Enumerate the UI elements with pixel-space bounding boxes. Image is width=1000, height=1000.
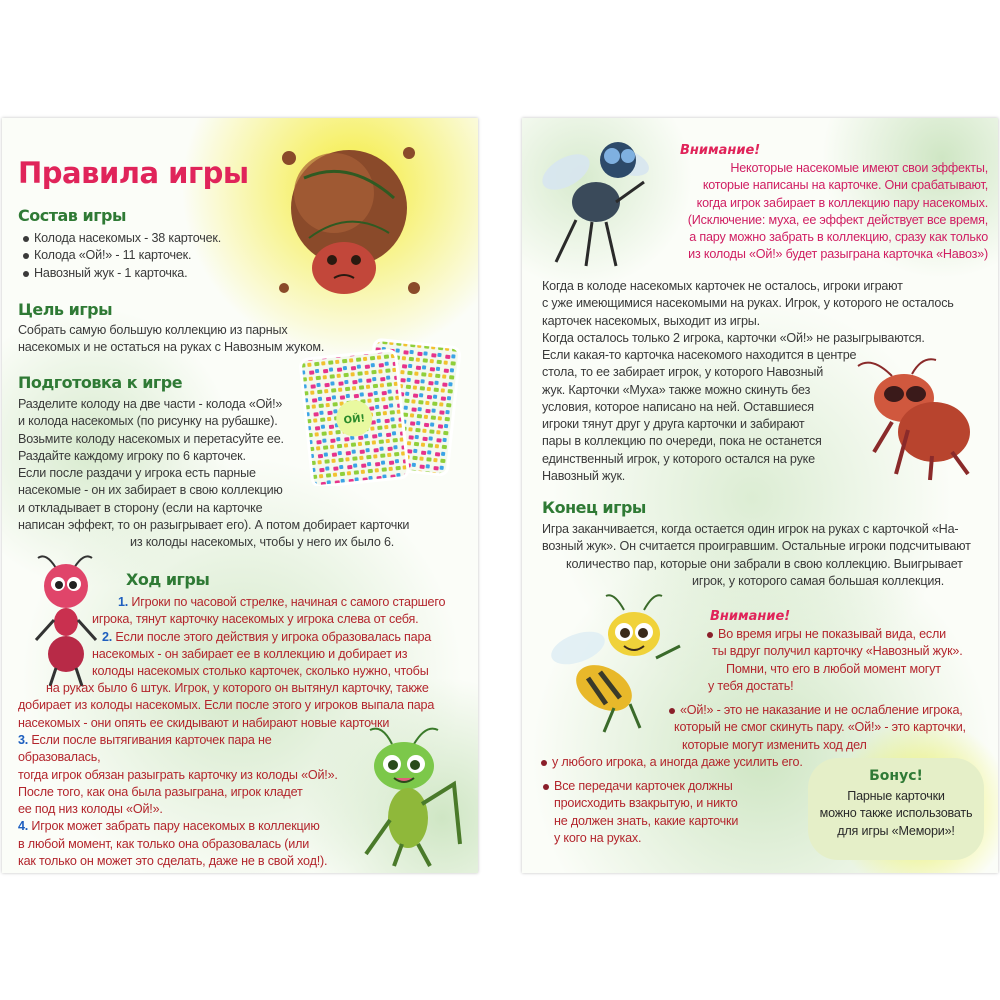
text-line: количество пар, которые они забрали в свою коллекцию. Выигрывает [566,556,963,571]
text-line: единственный игрок, у которого остался на руке [542,451,815,466]
text-line: Навозный жук. [542,469,626,484]
text-line: колоды насекомых столько карточек, сколько нужно, чтобы [92,664,429,679]
end-heading: Конец игры [542,498,646,517]
text-line: Раздайте каждому игроку по 6 карточек. [18,448,246,463]
contents-heading: Состав игры [18,206,126,225]
text-line: у кого на руках. [554,830,642,845]
text-line: которые написаны на карточке. Они срабатывают, [702,178,988,193]
prep-heading: Подготовка к игре [18,373,183,392]
text-line: Если после раздачи у игрока есть парные [18,466,256,481]
text-line: написан эффект, то он разыгрывает его). А потом добирает карточки [18,518,410,533]
text-line: карточек насекомых, выходит из игры. [542,313,760,328]
text-line: на руках было 6 штук. Игрок, у которого он вытянул карточку, также [46,681,429,695]
left-page [2,118,478,873]
text-line: из колоды «Ой!» будет разыграна карточка «Навоз») [688,247,988,262]
text-line: у тебя достать! [708,678,794,693]
middle-text-top [542,278,988,347]
cockroach-illustration [852,356,982,486]
contents-item: Колода «Ой!» - 11 карточек. [22,247,272,264]
text-line: который не смог скинуть пару. «Ой!» - это карточки, [674,720,966,735]
text-line: пары в коллекцию по очереди, пока не останется [542,434,822,449]
prep-text [18,396,458,552]
text-line: и колода насекомых (по рисунку на рубашке). [18,414,278,429]
end-text [542,521,988,590]
turn-steps [92,594,472,680]
turn-heading: Ход игры [126,570,210,589]
text-line: Все передачи карточек должны [542,778,772,795]
warning2-bullet-3 [542,778,772,847]
text-line: ты вдруг получил карточку «Навозный жук». [712,644,963,659]
contents-item: Колода насекомых - 38 карточек. [22,230,272,247]
warning2-heading: Внимание! [710,609,791,624]
step-2: 2. Если после этого действия у игрока образовалась пара [102,629,432,644]
text-line: у любого игрока, а иногда даже усилить его. [540,754,840,771]
text-line: когда игрок забирает в коллекцию пару насекомых. [696,195,988,210]
text-line: игрока, тянут карточку насекомых у игрока слева от себя. [92,612,419,627]
text-line: (Исключение: муха, ее эффект действует все время, [687,212,988,227]
text-line: возный жук». Он считается проигравшим. Остальные игроки подсчитывают [542,539,971,554]
text-line: Когда осталось только 2 игрока, карточки «Ой!» не разыгрываются. [542,330,925,345]
text-line: жук. Карточки «Муха» также можно скинуть без [542,382,811,397]
card-label: ОЙ! [343,413,366,427]
text-line: а пару можно забрать в коллекцию, сразу как только [689,230,988,245]
middle-text-bottom [542,347,862,485]
text-line: Если какая-то карточка насекомого находится в центре [542,348,857,362]
right-page [522,118,998,873]
text-line: стола, то ее забирает игрок, у которого Навозный [542,365,824,380]
text-line: игроки тянут друг у друга карточки и забирают [542,417,805,432]
contents-list [22,230,272,282]
text-line: из колоды насекомых, чтобы у него их было 6. [130,535,395,550]
text-line: насекомых - он забирает ее в коллекцию и добирает из [92,646,408,661]
text-line: насекомых - они опять ее скидывают и набирают новые карточки [18,715,390,730]
text-line: можно также использовать [819,806,973,821]
bonus-box [808,758,984,860]
text-line: для игры «Мемори»! [837,823,955,838]
text-line: тогда игрок обязан разыграть карточку из колоды «Ой!». [18,767,338,782]
text-line: Возьмите колоду насекомых и перетасуйте ее. [18,431,284,446]
text-line: происходить взакрытую, и никто [554,796,738,811]
text-line: не должен знать, какие карточки [554,813,739,828]
warning2-bullet-1 [706,626,988,695]
warning1-text [652,160,988,264]
text-line: «Ой!» - это не наказание и не ослабление игрока, [668,702,988,719]
grasshopper-illustration [342,724,472,869]
text-line: игрок, у которого самая большая коллекция. [692,573,945,588]
text-line: Некоторые насекомые имеют свои эффекты, [730,161,988,175]
text-line: как только он может это сделать, даже не в свой ход!). [18,854,328,869]
warning1-heading: Внимание! [680,143,761,158]
step-3: 3. Если после вытягивания карточек пара не образовалась, [18,733,272,765]
text-line: Парные карточки [847,789,945,803]
text-line: Когда в колоде насекомых карточек не осталось, игроки играют [542,279,903,293]
warning2-bullet-2 [668,702,988,754]
fly-illustration [536,132,656,272]
warning2-bullet-2-tail [540,754,840,771]
dung-beetle-illustration [264,138,434,318]
text-line: После того, как она была разыграна, игрок кладет [18,784,303,799]
text-line: в любой момент, как только она образовалась (или [18,836,310,851]
text-line: Во время игры не показывай вида, если [706,626,988,643]
text-line: ее под низ колоды «Ой!». [18,802,163,817]
bonus-text [808,788,984,840]
contents-item: Навозный жук - 1 карточка. [22,265,272,282]
text-line: и откладывает в сторону (если на карточке [18,500,263,515]
text-line: которые могут изменить ход дел [682,737,867,752]
turn-steps-lower [18,732,348,870]
text-line: условия, которое написано на ней. Оставшиеся [542,399,814,414]
text-line: Игра заканчивается, когда остается один игрок на руках с карточкой «На- [542,522,959,536]
text-line: добирает из колоды насекомых. Если после этого у игроков выпала пара [18,698,435,713]
step-1: 1. Игроки по часовой стрелке, начиная с самого старшего [118,595,446,609]
page-title: Правила игры [18,156,249,190]
text-line: Помни, что его в любой момент могут [726,661,941,676]
text-line: Собрать самую большую коллекцию из парных [18,323,288,337]
text-line: Разделите колоду на две части - колода «Ой!» [18,397,283,411]
step-4: 4. Игрок может забрать пару насекомых в коллекцию [18,819,320,834]
text-line: с уже имеющимися насекомыми на руках. Игрок, у которого не осталось [542,296,954,311]
text-line: насекомых и не остаться на руках с Навозным жуком. [18,340,325,355]
bonus-heading: Бонус! [869,768,923,784]
goal-heading: Цель игры [18,300,113,319]
text-line: насекомые - он их забирает в свою коллекцию [18,483,283,498]
